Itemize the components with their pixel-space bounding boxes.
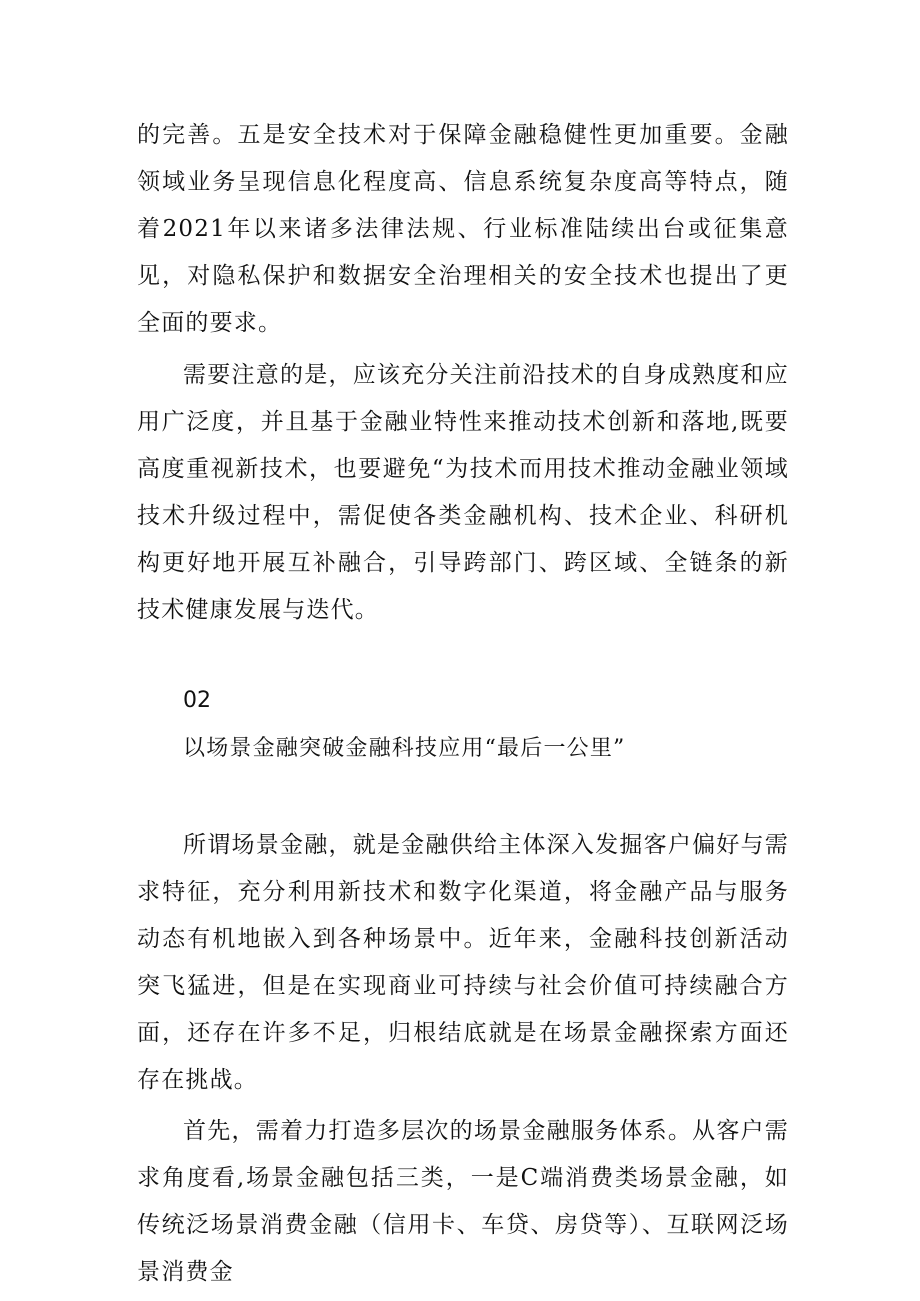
section-number: 02 (183, 688, 211, 713)
paragraph-security-tech: 的完善。五是安全技术对于保障金融稳健性更加重要。金融领域业务呈现信息化程度高、信息系统复杂度高等特点，随着2021年以来诸多法律法规、行业标准陆续出台或征集意见，对隐私保护和数据安全治理相关的安全技术也提出了更全面的要求。 (137, 122, 789, 336)
paragraph-scene-finance-definition: 所谓场景金融，就是金融供给主体深入发掘客户偏好与需求特征，充分利用新技术和数字化渠道，将金融产品与服务动态有机地嵌入到各种场景中。近年来，金融科技创新活动突飞猛进，但是在实现商业可持续与社会价值可持续融合方面，还存在许多不足，归根结底就是在场景金融探索方面还存在挑战。 (137, 832, 789, 1093)
paragraph-scene-finance-system: 首先，需着力打造多层次的场景金融服务体系。从客户需求角度看,场景金融包括三类，一是C端消费类场景金融，如传统泛场景消费金融（信用卡、车贷、房贷等）、互联网泛场景消费金 (137, 1118, 789, 1285)
document-page (137, 110, 789, 1296)
paragraph-frontier-tech: 需要注意的是，应该充分关注前沿技术的自身成熟度和应用广泛度，并且基于金融业特性来推动技术创新和落地,既要高度重视新技术，也要避免“为技术而用技术推动金融业领域技术升级过程中，需促使各类金融机构、技术企业、科研机构更好地开展互补融合，引导跨部门、跨区域、全链条的新技术健康发展与迭代。 (137, 362, 789, 623)
section-title: 以场景金融突破金融科技应用“最后一公里” (183, 736, 626, 761)
